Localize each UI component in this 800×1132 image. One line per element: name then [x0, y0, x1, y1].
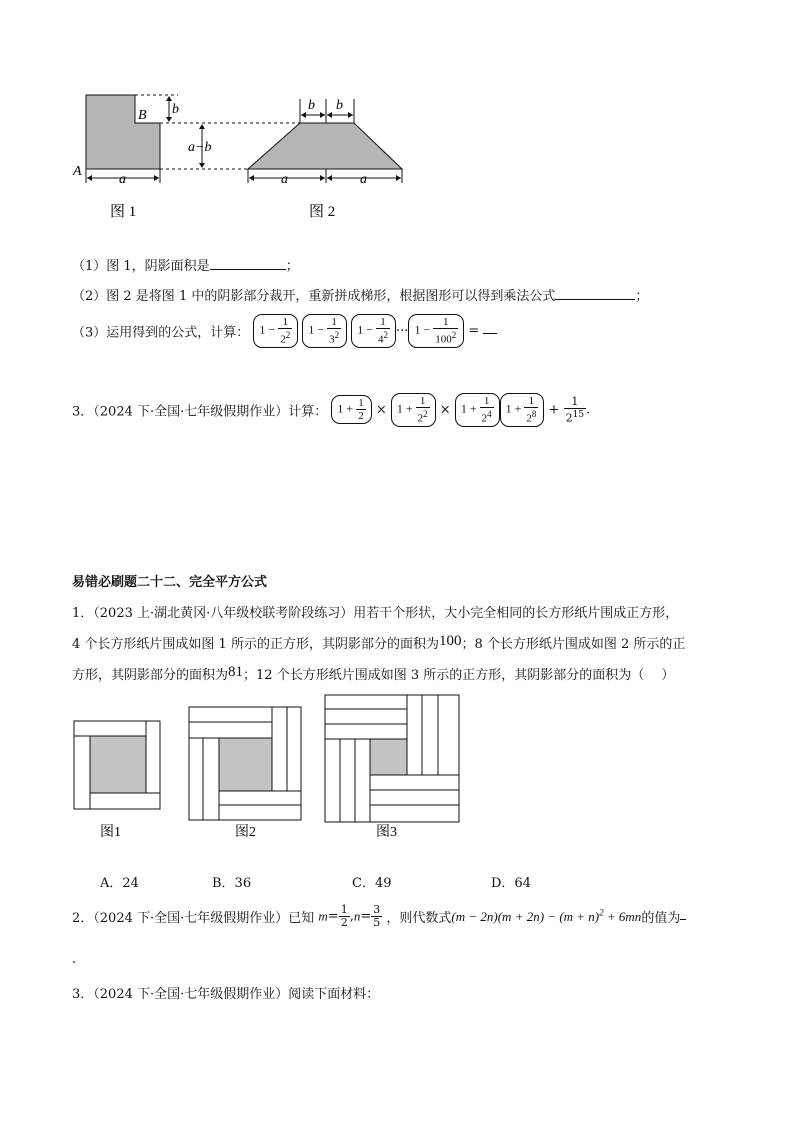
algebraic-expression: $(m - 2n)(m + 2n) - (m + n)^2 + 6mn$: [451, 907, 642, 925]
factor-1: 1 − $\frac{1}{2^2}$: [253, 314, 298, 348]
caption-fig2: 图 2: [309, 204, 336, 220]
label-B: B: [138, 108, 147, 123]
question-3-text: （3）运用得到的公式，计算：: [72, 325, 250, 341]
caption-square-fig2: 图2: [235, 825, 256, 840]
equals-sign: =: [468, 323, 480, 339]
answer-blank-s2[interactable]: [680, 907, 686, 920]
answer-blank-1[interactable]: [210, 257, 286, 270]
s2-end-dot: .: [72, 952, 77, 967]
factor-4: 1 − $\frac{1}{100^2}$: [408, 314, 464, 348]
problem-3-text: 3．（2024 下·全国·七年级假期作业）计算：: [72, 404, 328, 420]
fig1-shaded-region: [86, 95, 160, 169]
p3-factor-2: 1 + $\frac{1}{2^2}$: [391, 393, 436, 427]
label-a-fig1: a: [119, 172, 126, 187]
s1-line-2: 4 个长方形纸片围成如图 1 所示的正方形，其阴影部分的面积为100；8 个长方形纸片围成如图 2 所示的正: [72, 633, 686, 652]
m-value: $\frac{1}{2}$: [340, 903, 348, 929]
s3-line: 3．（2024 下·全国·七年级假期作业）阅读下面材料：: [72, 987, 380, 1002]
caption-fig1: 图 1: [110, 204, 137, 220]
label-b-left: b: [308, 98, 315, 113]
question-2-text: （2）图 2 是将图 1 中的阴影部分裁开，重新拼成梯形，根据图形可以得到乘法公式: [72, 289, 556, 304]
option-a[interactable]: A．24: [100, 876, 139, 891]
label-a-fig2-left: a: [281, 172, 288, 187]
label-a-minus-b: a−b: [188, 140, 212, 155]
label-A: A: [73, 164, 82, 179]
option-b[interactable]: B．36: [212, 876, 252, 891]
factor-2: 1 − $\frac{1}{3^2}$: [302, 314, 347, 348]
figure-squares: [60, 690, 460, 845]
caption-square-fig1: 图1: [100, 825, 121, 840]
fig2-trapezoid: [248, 123, 402, 169]
s2-line: 2．（2024 下·全国·七年级假期作业）已知 m= $\frac{1}{2}$ ,n= $\frac{3}{5}$ ，则代数式$(m - 2n)(m + 2n) - (m + n)^2 + 6mn$的值为: [72, 904, 686, 929]
p3-last-fraction: $\frac{1}{2^{15}}$: [565, 394, 585, 425]
question-1-end: ；: [285, 259, 299, 274]
shaded-area-value-2: 81: [228, 664, 244, 680]
p3-factor-4: 1 + $\frac{1}{2^8}$: [500, 393, 545, 427]
figure-top: [60, 85, 420, 225]
question-2-end: ；: [635, 289, 649, 304]
n-value: $\frac{3}{5}$: [373, 903, 381, 929]
question-1-text: （1）图 1，阴影面积是: [72, 259, 210, 274]
dots: ···: [396, 323, 409, 339]
question-1: [72, 255, 299, 274]
factor-3: 1 − $\frac{1}{4^2}$: [351, 314, 396, 348]
s1-line-1: 1．（2023 上·湖北黄冈·八年级校联考阶段练习）用若干个形状，大小完全相同的长方形纸片围成正方形，: [72, 606, 679, 621]
answer-blank-2[interactable]: [555, 287, 635, 300]
label-b: b: [172, 102, 179, 117]
answer-blank-3[interactable]: [483, 321, 497, 334]
problem-3: 3．（2024 下·全国·七年级假期作业）计算： 1 + $\frac{1}{2}$ × 1 + $\frac{1}{2^2}$ × 1 + $\frac{1}{2^4}$ 1 + $\frac{1}{2^8}$ + $\frac{1}{2^{15}}$ .: [72, 394, 591, 425]
p3-factor-3: 1 + $\frac{1}{2^4}$: [455, 393, 500, 427]
section-title: 易错必刷题二十二、完全平方公式: [72, 575, 268, 590]
question-3: [72, 314, 497, 348]
s1-line-3: 方形，其阴影部分的面积为81；12 个长方形纸片围成如图 3 所示的正方形，其阴影部分的面积为（ ）: [72, 664, 675, 683]
square-fig-1: [74, 721, 160, 809]
square-fig-3: [325, 695, 459, 822]
square-fig-2: [189, 707, 301, 820]
option-d[interactable]: D．64: [491, 876, 531, 891]
option-c[interactable]: C．49: [352, 876, 392, 891]
p3-factor-1: 1 + $\frac{1}{2}$: [331, 395, 371, 424]
question-2: [72, 285, 648, 304]
label-b-right: b: [336, 98, 343, 113]
label-a-fig2-right: a: [360, 172, 367, 187]
shaded-area-value-1: 100: [438, 633, 462, 649]
caption-square-fig3: 图3: [376, 825, 397, 840]
